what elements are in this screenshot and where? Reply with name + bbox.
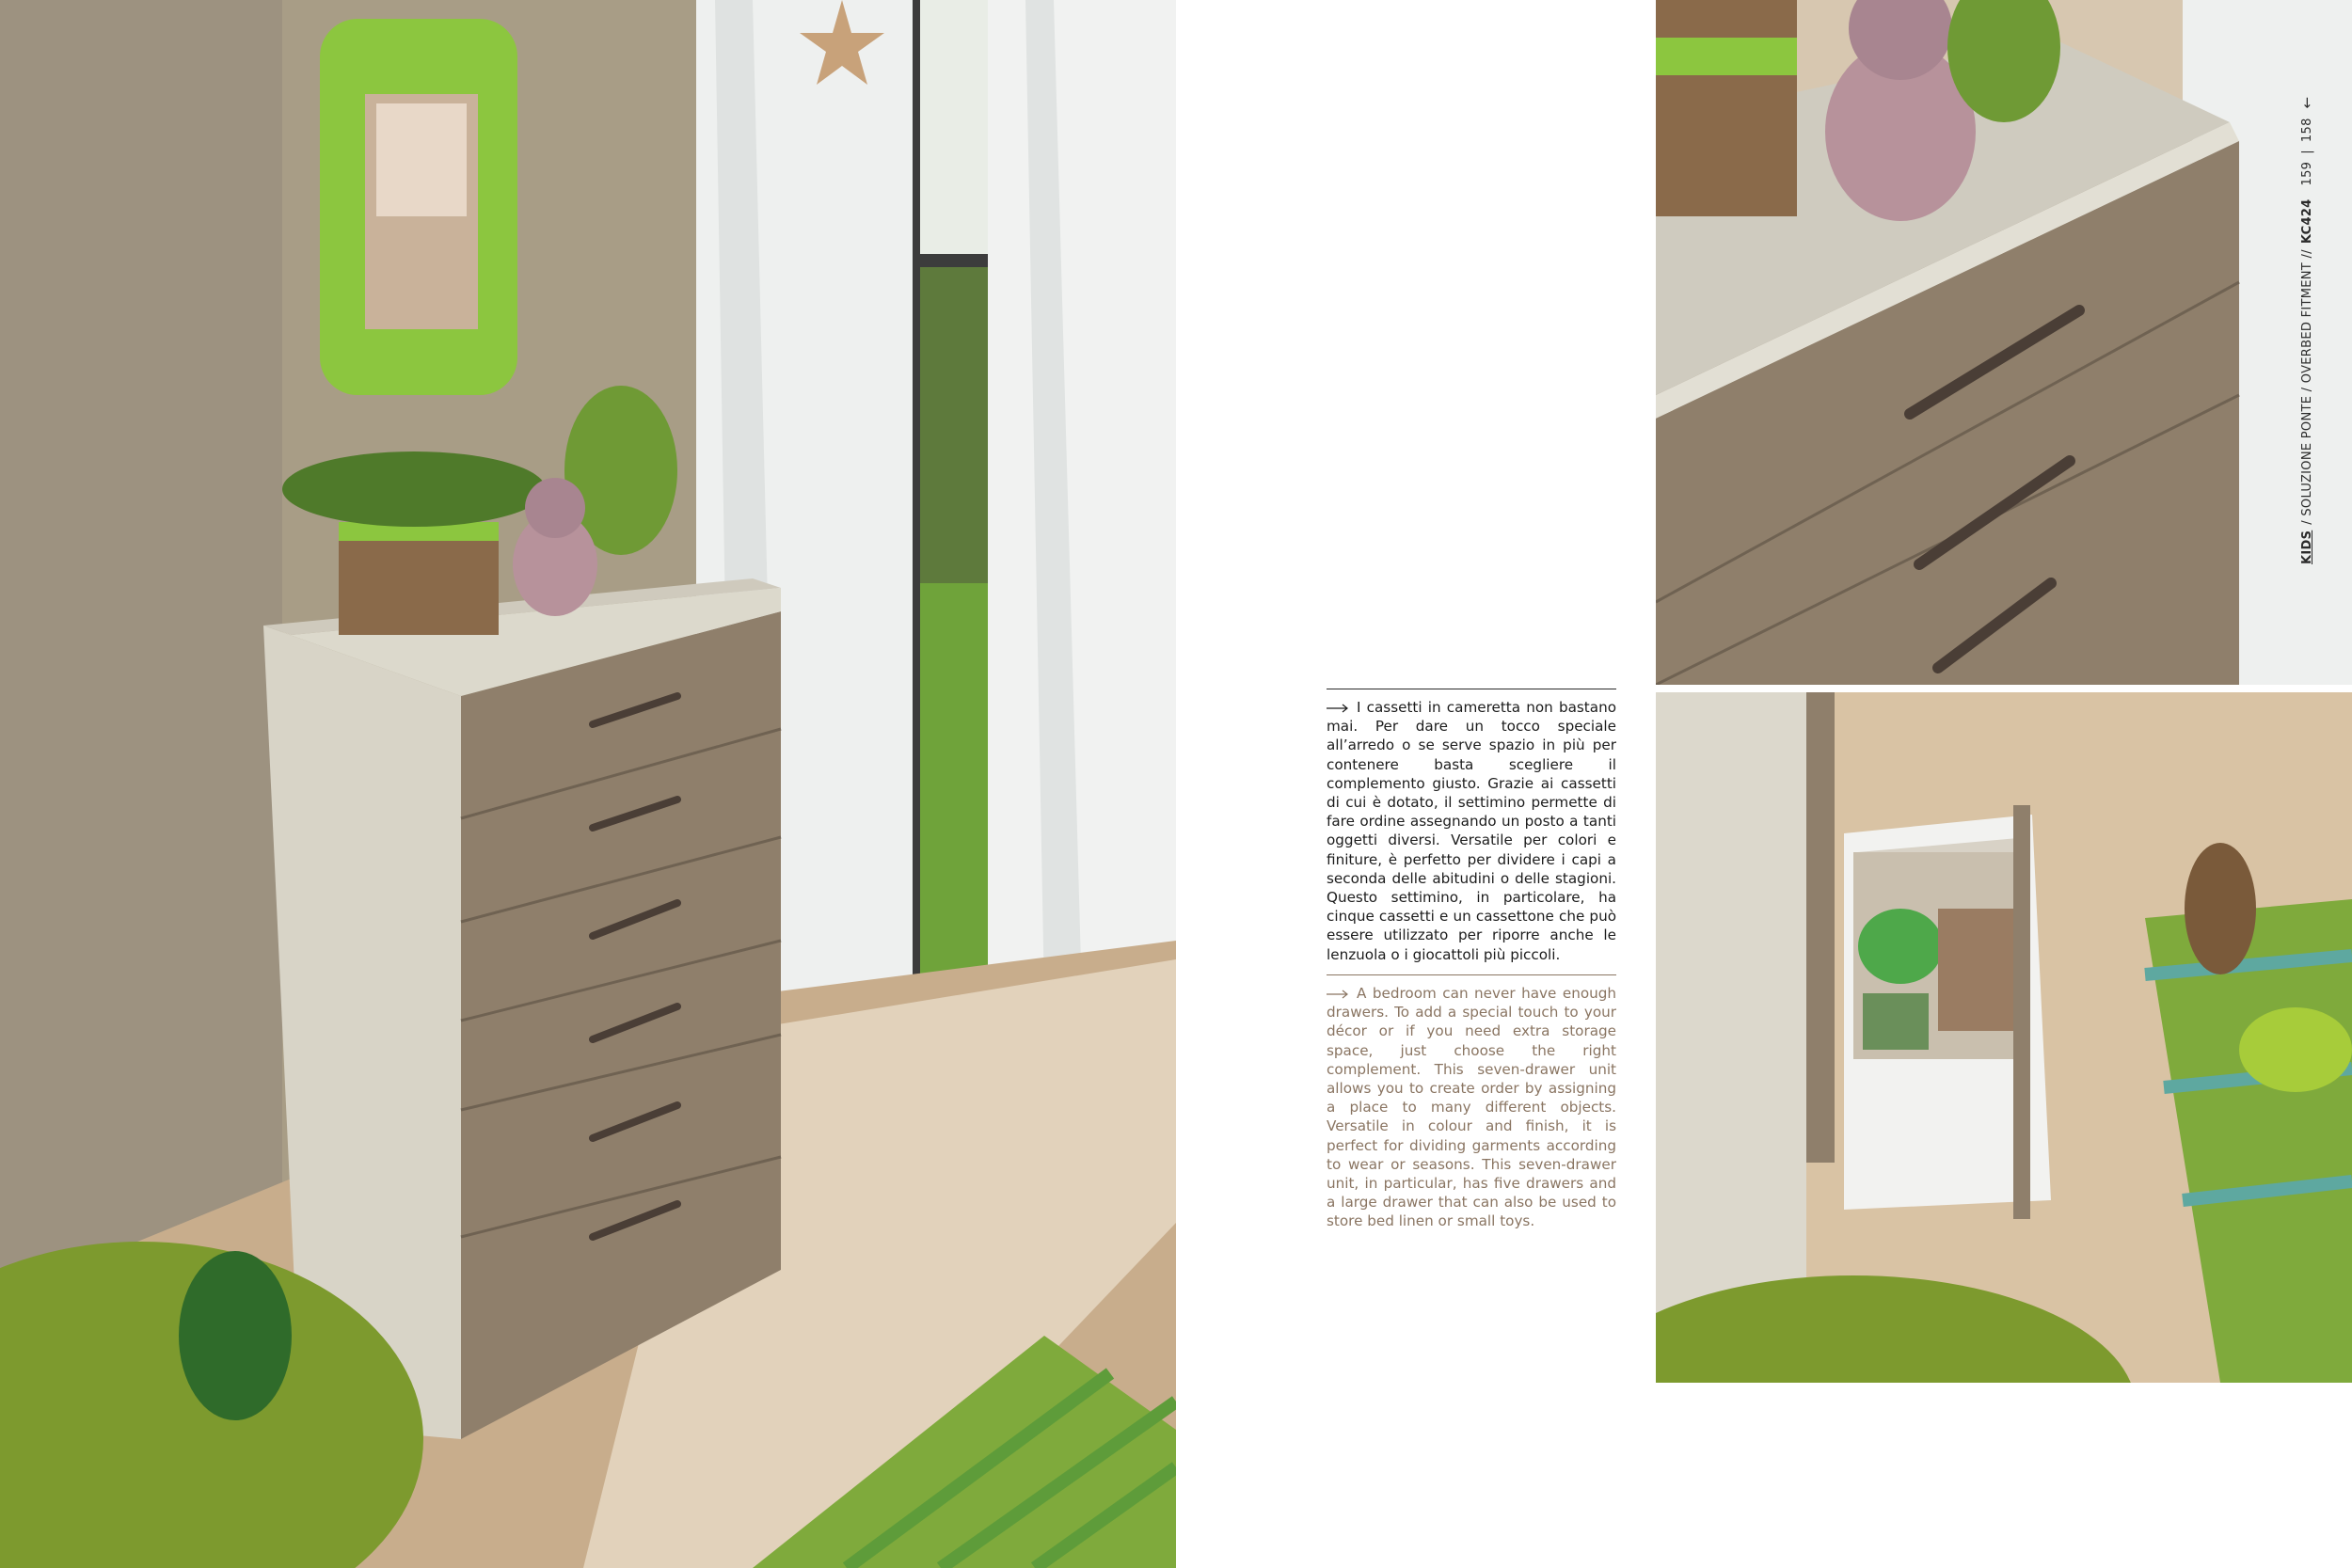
running-head: KIDS / SOLUZIONE PONTE / OVERBED FITMENT // KC424 159 | 158 ← (2298, 96, 2315, 564)
page-number-right: 158 (2299, 118, 2314, 143)
back-arrow-icon[interactable]: ← (2298, 96, 2315, 109)
right-arrow-icon (1327, 990, 1351, 999)
product-code: KC424 (2299, 198, 2314, 245)
body-text-italian (1327, 689, 1616, 964)
page-number-left: 159 (2299, 161, 2314, 186)
paragraph-it: I cassetti in cameretta non bastano mai. Per dare un tocco speciale all’arredo o se serve spazio in più per contenere basta scegliere il complemento giusto. Grazie ai cassetti di cui è dotato, il settimino permette di fare ordine assegnando un posto a tanti oggetti diversi. Versatile per colori e finiture, è perfetto per dividere i capi a seconda delle abitudini o delle stagioni. Questo settimino, in particolare, ha cinque cassetti e un cassettone che può essere utilizzato per riporre anche le lenzuola o i giocattoli più piccoli. (1327, 699, 1616, 963)
paragraph-en: A bedroom can never have enough drawers. To add a special touch to your décor or if you need extra storage space, just choose the right complement. This seven-drawer unit allows you to create order by assigning a place to many different objects. Versatile in colour and finish, it is perfect for dividing garments according to wear or seasons. This seven-drawer unit, in particular, has five drawers and a large drawer that can also be used to store bed linen or small toys. (1327, 985, 1616, 1230)
section-path: / SOLUZIONE PONTE / OVERBED FITMENT // (2299, 249, 2314, 525)
body-text-english (1327, 974, 1616, 1231)
right-arrow-icon (1327, 704, 1351, 713)
detail-photo-drawer-handles (1656, 0, 2352, 685)
section-title: KIDS (2299, 530, 2314, 564)
detail-photo-open-drawer (1656, 692, 2352, 1383)
